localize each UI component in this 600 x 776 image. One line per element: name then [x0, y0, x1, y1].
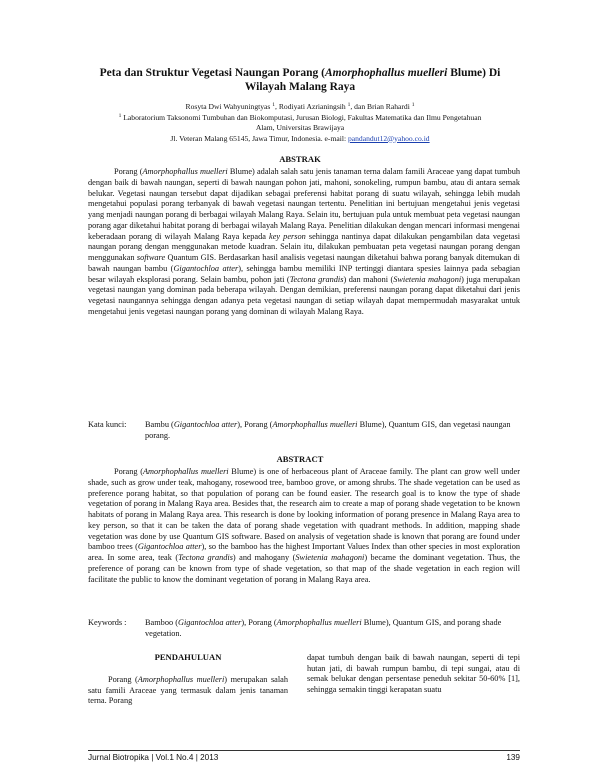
abstract-body: Porang (Amorphophallus muelleri Blume) is one of herbaceous plant of Araceae family. The plant can grow well under shade, such as grow under teak, mahogany, rosewood tree, bamboo grove, or among shrubs. The shade vegetation can be used as preference porang habitat, so that population of porang can be found easier. The research goal is to know the type of shade vegetation of porang in Malang Raya area. Besides that, the research aim to create a map of porang shade vegetation to be known habitats of porang in Malang Raya area. This research is done by looking information of porang presence in Malang Raya area to key person, so that it can be taken the data of porang shade vegetation with quadrant methods. In addition, mapping shade vegetation was done by use Quantum GIS software. Based on analysis of vegetation shade is known that porang are found under bamboo trees (Gigantochloa atter), so the bamboo has the highest Important Values Index than other species in most exploration area. In some area, teak (Tectona grandis) and mahogany (Swietenia mahagoni) became the dominant vegetation. Thus, the preference of porang can be known from type of shade vegetation, so that map of the shade vegetation in each region will facilitate the public to know the dominant vegetation of porang in Malang Raya area. — [88, 467, 520, 584]
email-link[interactable]: pandandut12@yahoo.co.id — [347, 133, 430, 143]
intro-left-column: Porang (Amorphophallus muelleri) merupakan salah satu famili Araceae yang termasuk dalam jenis tanaman terna. Porang — [88, 675, 288, 706]
kata-kunci-label: Kata kunci: — [88, 420, 127, 429]
kata-kunci-value: Bambu (Gigantochloa atter), Porang (Amorphophallus muelleri Blume), Quantum GIS, dan vegetasi naungan porang. — [145, 420, 511, 440]
abstract-heading: ABSTRACT — [276, 454, 324, 464]
keywords-label: Keywords : — [88, 618, 127, 627]
intro-right-column: dapat tumbuh dengan baik di bawah naungan, seperti di tepi hutan jati, di bawah rumpun bambu, di tepi sungai, atau di semak belukar dengan persentase peneduh sekitar 50-60% [1], sehingga semakin tinggi kerapatan suatu — [307, 653, 520, 694]
author-names: Rosyta Dwi Wahyuningtyas $^1$, Rodiyati Azrianingsih $^1$, dan Brian Rahardi $^1$ — [185, 102, 415, 111]
address: Jl. Veteran Malang 65145, Jawa Timur, Indonesia. e-mail: pandandut12@yahoo.co.id — [170, 133, 430, 143]
abstrak-body: Porang (Amorphophallus muelleri Blume) adalah salah satu jenis tanaman terna dalam famili Araceae yang dapat tumbuh dengan baik di bawah naungan, seperti di bawah naungan pohon jati, mahoni, sonokeling, rumpun bambu, atau di antara semak belukar. Vegetasi naungan tersebut dapat dijadikan sebagai preferensi habitat porang di suatu wilayah, sehingga lebih mudah mengetahui populasi porang terbanyak di bawah vegetasi naungan tertentu. Penelitian ini bertujuan mengetahui jenis vegetasi yang menjadi naungan porang di berbagai wilayah Malang Raya. Selain itu, bertujuan pula untuk membuat peta vegetasi naungan porang agar diketahui habitat porang di berbagai wilayah Malang Raya. Penelitian dilakukan dengan mencari informasi mengenai keberadaan porang di wilayah Malang Raya kepada key person sehingga nantinya dapat dilakukan pengambilan data vegetasi naungan porang dengan menggunakan metode kuadran. Selain itu, dilakukan pembuatan peta vegetasi naungan porang dengan menggunakan software Quantum GIS. Berdasarkan hasil analisis vegetasi naungan diketahui bahwa porang banyak ditemukan di bawah naungan bambu (Gigantochloa atter), sehingga bambu memiliki INP tertinggi diantara spesies lainnya pada sebagian besar wilayah eksplorasi porang. Selain bambu, pohon jati (Tectona grandis) dan mahoni (Swietenia mahagoni) juga merupakan vegetasi naungan yang dominan pada beberapa wilayah. Dengan demikian, preferensi naungan porang dapat diketahui dari jenis vegetasi naungannya sehingga dengan adanya peta vegetasi naungan di setiap wilayah dapat mempermudah masyarakat untuk mengetahui jenis vegetasi naungan porang yang dominan di wilayah Malang Raya. — [88, 167, 521, 316]
keywords-value: Bamboo (Gigantochloa atter), Porang (Amorphophallus muelleri Blume), Quantum GIS, and porang shade vegetation. — [145, 618, 502, 638]
author-block — [60, 102, 540, 144]
affiliation: $^1$ Laboratorium Taksonomi Tumbuhan dan Biokomputasi, Jurusan Biologi, Fakultas Matematika dan Ilmu Pengetahuan Alam, Universitas Brawijaya — [118, 112, 482, 132]
footer — [88, 753, 520, 762]
footer-divider — [88, 750, 520, 751]
pendahuluan-heading: PENDAHULUAN — [154, 652, 222, 662]
page-number: 139 — [506, 753, 520, 762]
paper-title: Peta dan Struktur Vegetasi Naungan Porang (Amorphophallus muelleri Blume) Di Wilayah Malang Raya — [99, 67, 501, 93]
journal-info: Jurnal Biotropika | Vol.1 No.4 | 2013 — [88, 753, 219, 762]
abstrak-heading: ABSTRAK — [279, 154, 321, 164]
